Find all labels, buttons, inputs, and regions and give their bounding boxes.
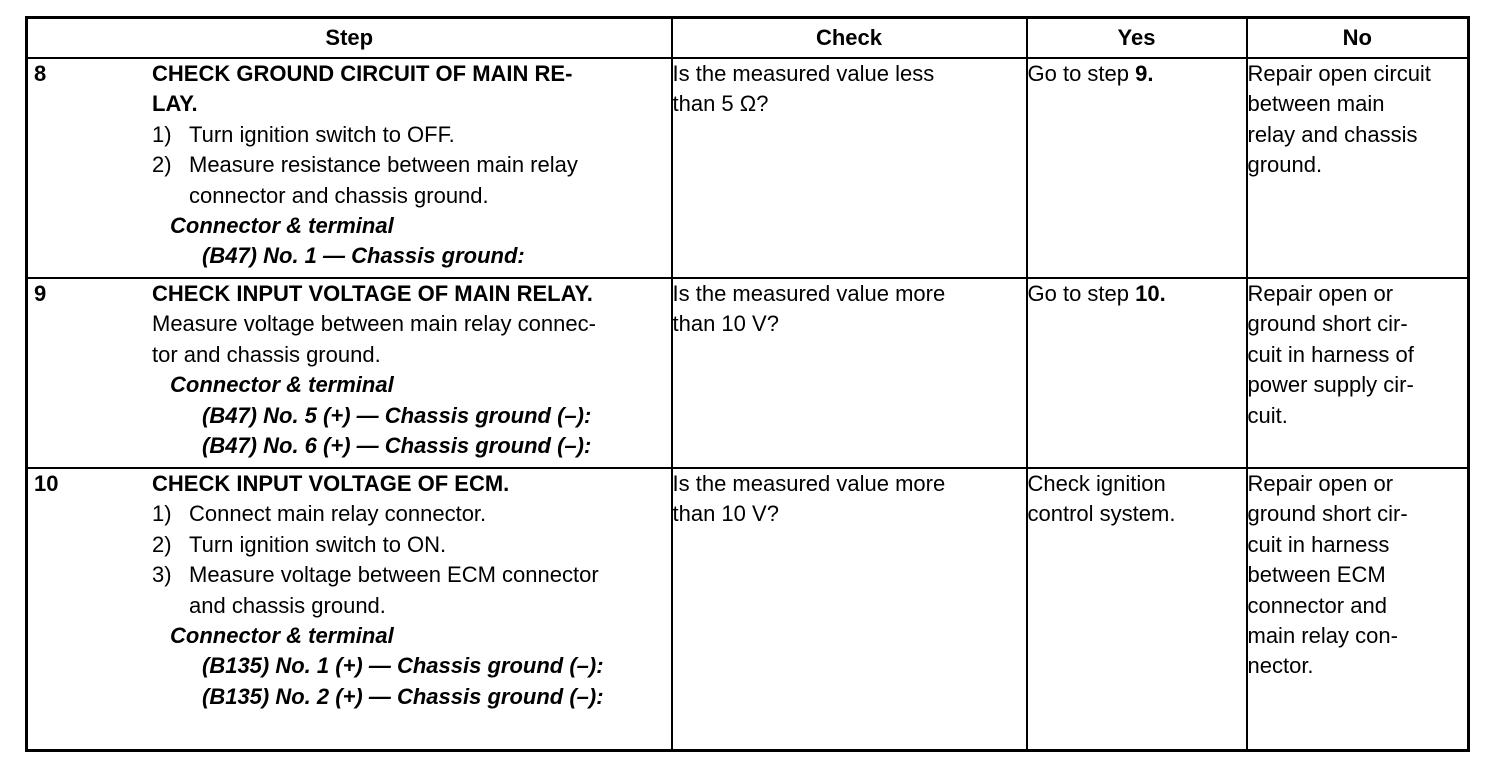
procedure-item-number: 1) <box>152 501 172 527</box>
no-line: Repair open or <box>1247 281 1394 306</box>
check-line: Is the measured value less <box>672 61 935 86</box>
yes-step-link: 9. <box>1135 61 1154 86</box>
procedure-item <box>152 530 667 560</box>
no-line: Repair open or <box>1247 471 1394 496</box>
procedure-item-text <box>189 530 667 560</box>
no-line: connector and <box>1247 592 1387 618</box>
no-line: cuit in harness of <box>1247 341 1414 367</box>
procedure-item-line: Turn ignition switch to ON. <box>189 531 447 557</box>
no-cell <box>1247 468 1469 750</box>
yes-cell <box>1027 468 1247 750</box>
step-number: 10 <box>34 471 59 496</box>
header-check: Check <box>672 18 1027 59</box>
step-title-line: CHECK GROUND CIRCUIT OF MAIN RE- <box>152 61 573 86</box>
step-text-line: Measure voltage between main relay connec- <box>152 311 596 337</box>
no-line: main relay con- <box>1247 623 1398 649</box>
procedure-item-line: Measure voltage between ECM connector <box>189 562 599 588</box>
step-number: 8 <box>34 61 47 86</box>
procedure-item <box>152 120 667 150</box>
step-title-line: CHECK INPUT VOLTAGE OF MAIN RELAY. <box>152 281 593 306</box>
header-yes: Yes <box>1027 18 1247 59</box>
no-line: nector. <box>1247 653 1314 679</box>
procedure-item-number: 3) <box>152 562 172 588</box>
no-line: ground. <box>1247 152 1323 178</box>
yes-cell <box>1027 278 1247 468</box>
connector-terminal-label: Connector & terminal <box>170 623 394 649</box>
connector-terminal-label: Connector & terminal <box>170 372 394 398</box>
procedure-item-line: connector and chassis ground. <box>189 182 489 208</box>
step-number: 9 <box>34 281 47 306</box>
no-line: between main <box>1247 91 1385 117</box>
step-body <box>152 469 671 712</box>
step-text-line: tor and chassis ground. <box>152 341 381 367</box>
step-body <box>152 279 671 461</box>
connector-terminal-value: (B47) No. 5 (+) — Chassis ground (–): <box>202 402 592 428</box>
step-cell <box>27 58 672 278</box>
procedure-item-line: Connect main relay connector. <box>189 501 487 527</box>
connector-terminal-value: (B47) No. 1 — Chassis ground: <box>202 243 525 269</box>
connector-terminal-label: Connector & terminal <box>170 213 394 239</box>
yes-cell <box>1027 58 1247 278</box>
check-line: than 10 V? <box>672 311 779 337</box>
procedure-item-number: 1) <box>152 121 172 147</box>
table-row <box>27 58 1469 278</box>
procedure-item-text <box>189 150 667 211</box>
procedure-item-text <box>189 499 667 529</box>
no-line: Repair open circuit <box>1247 61 1431 86</box>
check-cell <box>672 58 1027 278</box>
no-line: ground short cir- <box>1247 311 1408 337</box>
yes-step-link: 10. <box>1135 281 1166 306</box>
table-row <box>27 468 1469 750</box>
check-line: than 10 V? <box>672 501 779 527</box>
connector-terminal-value: (B135) No. 1 (+) — Chassis ground (–): <box>202 653 604 679</box>
procedure-item-number: 2) <box>152 152 172 178</box>
check-line: than 5 Ω? <box>672 91 769 117</box>
check-line: Is the measured value more <box>672 281 946 306</box>
step-title-line: LAY. <box>152 91 198 117</box>
no-cell <box>1247 58 1469 278</box>
procedure-item-text <box>189 120 667 150</box>
procedure-item-line: and chassis ground. <box>189 592 386 618</box>
procedure-item <box>152 560 667 621</box>
procedure-item-line: Measure resistance between main relay <box>189 152 578 178</box>
procedure-item-number: 2) <box>152 531 172 557</box>
yes-line: control system. <box>1027 501 1176 527</box>
no-line: relay and chassis <box>1247 121 1418 147</box>
step-body <box>152 59 671 272</box>
table-row <box>27 278 1469 468</box>
connector-terminal-value: (B135) No. 2 (+) — Chassis ground (–): <box>202 683 604 709</box>
diagnostic-table <box>25 16 1470 752</box>
no-line: ground short cir- <box>1247 501 1408 527</box>
procedure-item-text <box>189 560 667 621</box>
check-cell <box>672 278 1027 468</box>
no-line: between ECM <box>1247 562 1386 588</box>
yes-go-to-text: Go to step <box>1027 281 1136 306</box>
procedure-item-line: Turn ignition switch to OFF. <box>189 121 455 147</box>
procedure-item <box>152 499 667 529</box>
no-cell <box>1247 278 1469 468</box>
no-line: cuit. <box>1247 402 1288 428</box>
check-cell <box>672 468 1027 750</box>
step-cell <box>27 468 672 750</box>
header-no: No <box>1247 18 1469 59</box>
step-title-line: CHECK INPUT VOLTAGE OF ECM. <box>152 471 510 496</box>
header-step: Step <box>27 18 672 59</box>
check-line: Is the measured value more <box>672 471 946 496</box>
procedure-item <box>152 150 667 211</box>
yes-go-to-text: Go to step <box>1027 61 1136 86</box>
no-line: power supply cir- <box>1247 372 1414 398</box>
header-row <box>27 18 1469 59</box>
connector-terminal-value: (B47) No. 6 (+) — Chassis ground (–): <box>202 433 592 459</box>
yes-line: Check ignition <box>1027 471 1166 496</box>
no-line: cuit in harness <box>1247 531 1390 557</box>
step-cell <box>27 278 672 468</box>
